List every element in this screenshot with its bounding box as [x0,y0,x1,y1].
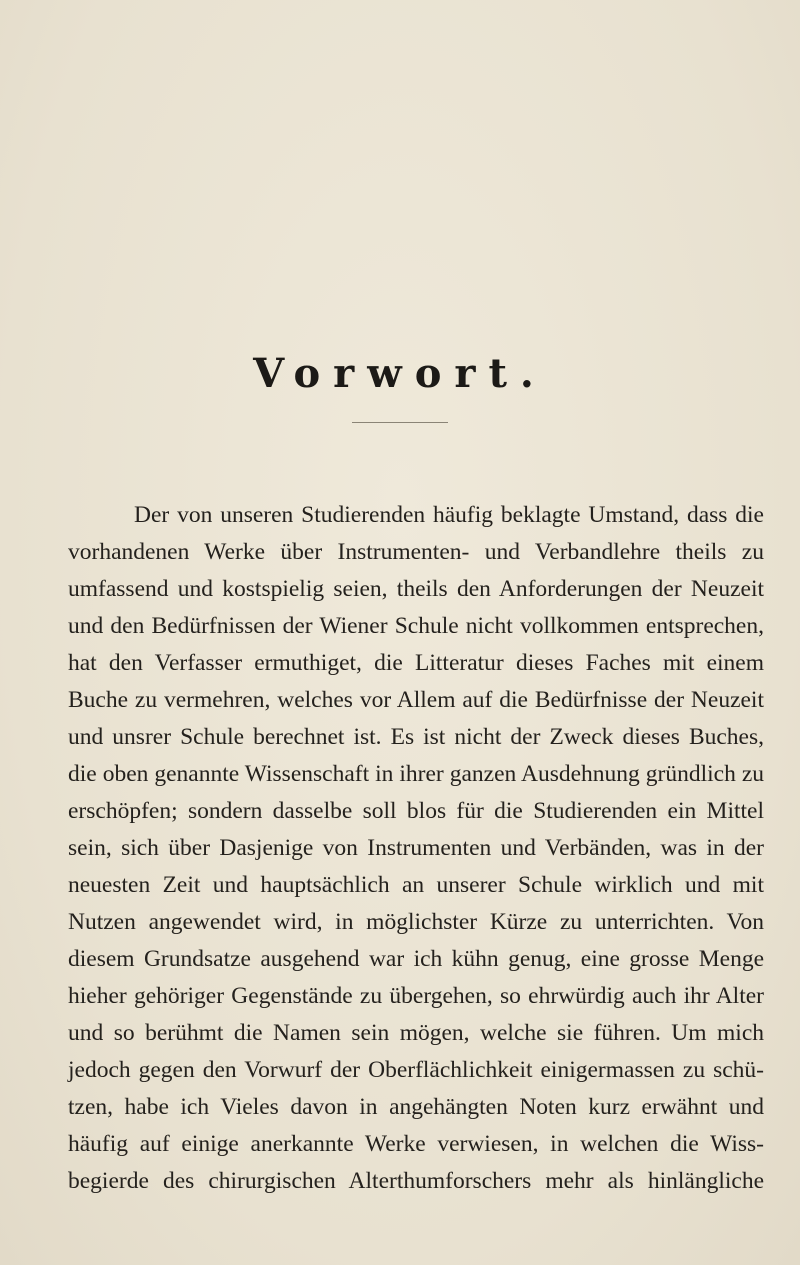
heading-divider [352,422,448,423]
text-line: sein, sich über Dasjenige von Instrumenten und Verbänden, was in der [68,835,764,861]
text-line: begierde des chirurgischen Alterthumforschers mehr als hinlängliche [68,1168,764,1194]
text-line: und so berühmt die Namen sein mögen, welche sie führen. Um mich [68,1020,764,1046]
text-line: und den Bedürfnissen der Wiener Schule nicht vollkommen entsprechen, [68,613,764,639]
text-line: Der von unseren Studierenden häufig beklagte Umstand, dass die [134,502,764,528]
page-heading: Vorwort. [253,350,547,397]
text-line: die oben genannte Wissenschaft in ihrer ganzen Ausdehnung gründlich zu [68,761,764,787]
body-text [68,497,764,1200]
text-line: Nutzen angewendet wird, in möglichster Kürze zu unterrichten. Von [68,909,764,935]
text-line: umfassend und kostspielig seien, theils den Anforderungen der Neuzeit [68,576,764,602]
text-line: vorhandenen Werke über Instrumenten- und Verbandlehre theils zu [68,539,764,565]
text-line: jedoch gegen den Vorwurf der Oberflächlichkeit einigermassen zu schü- [68,1057,764,1083]
text-line: tzen, habe ich Vieles davon in angehängten Noten kurz erwähnt und [68,1094,764,1120]
text-line: erschöpfen; sondern dasselbe soll blos für die Studierenden ein Mittel [68,798,764,824]
text-line: diesem Grundsatze ausgehend war ich kühn genug, eine grosse Menge [68,946,764,972]
text-line: häufig auf einige anerkannte Werke verwiesen, in welchen die Wiss- [68,1131,764,1157]
text-line: neuesten Zeit und hauptsächlich an unserer Schule wirklich und mit [68,872,764,898]
text-line: Buche zu vermehren, welches vor Allem auf die Bedürfnisse der Neuzeit [68,687,764,713]
text-line: hat den Verfasser ermuthiget, die Litteratur dieses Faches mit einem [68,650,764,676]
text-line: und unsrer Schule berechnet ist. Es ist nicht der Zweck dieses Buches, [68,724,764,750]
text-line: hieher gehöriger Gegenstände zu übergehen, so ehrwürdig auch ihr Alter [68,983,764,1009]
